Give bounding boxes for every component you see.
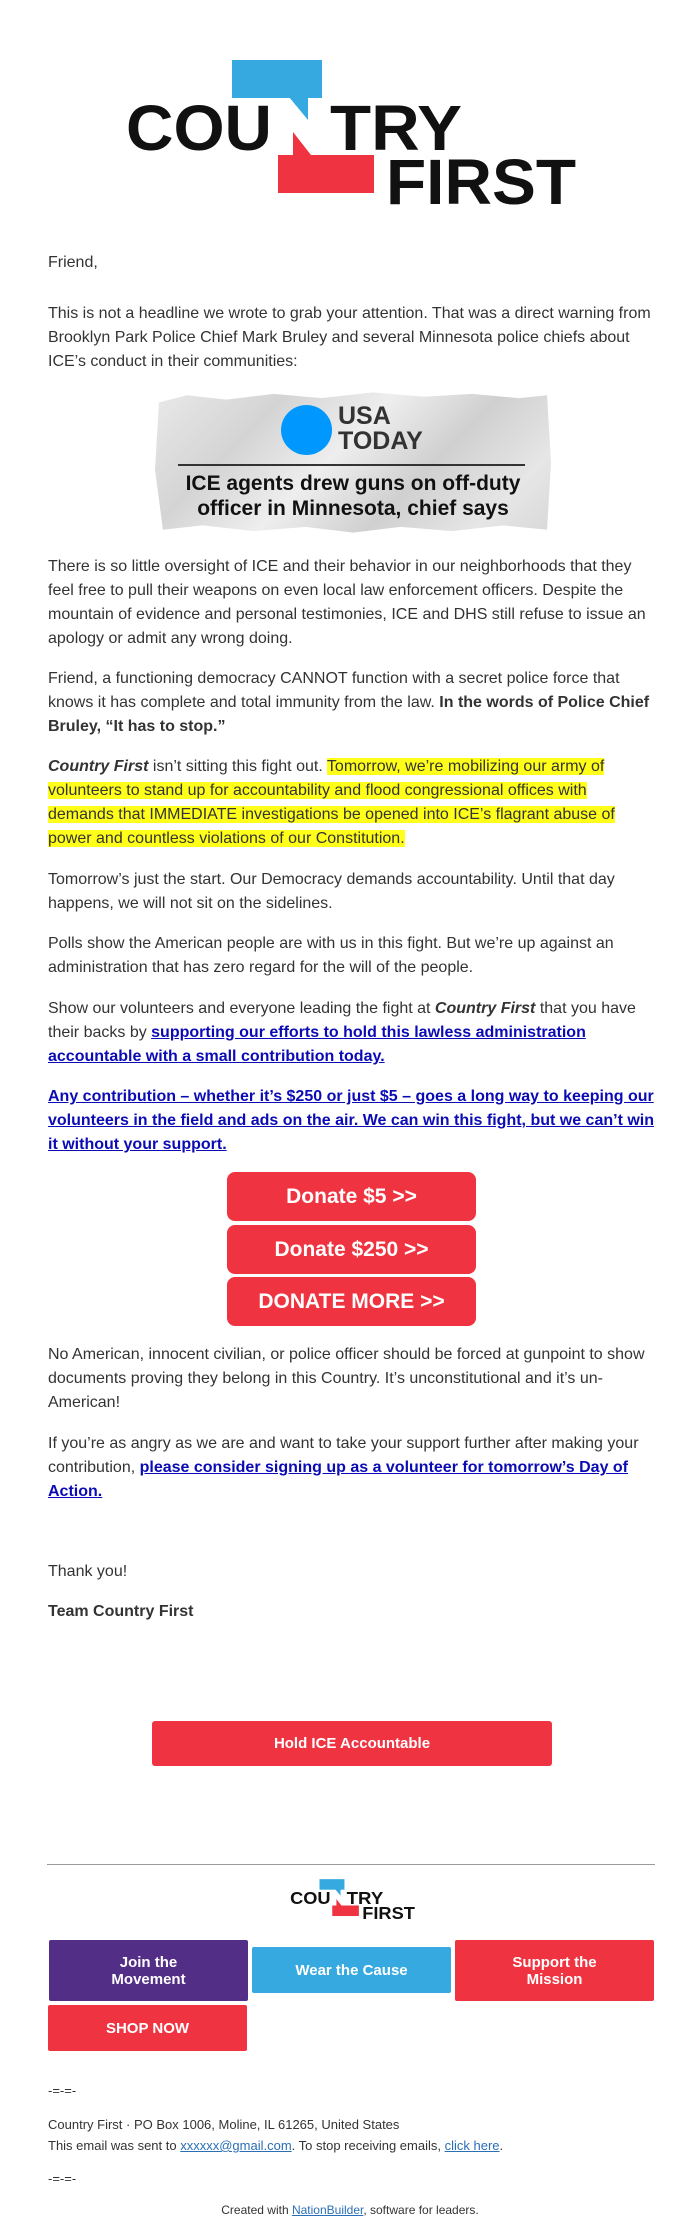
paragraph-no-american: No American, innocent civilian, or police officer should be forced at gunpoint to show documents proving they belong in this Country. It’s unconstitutional and it’s un-American! <box>48 1346 645 1411</box>
outlet-line2: TODAY <box>338 427 423 455</box>
p7-text1: Show our volunteers and everyone leading the fight at <box>48 1000 435 1017</box>
support-mission-button[interactable]: Support the Mission <box>455 1940 654 2001</box>
footer-separator-top: -=-=- <box>48 2083 77 2098</box>
shop-now-button[interactable]: SHOP NOW <box>48 2005 247 2051</box>
p7-org-name: Country First <box>434 1000 536 1017</box>
hold-ice-accountable-button[interactable]: Hold ICE Accountable <box>152 1721 552 1766</box>
logo-text-cou: COU <box>126 92 272 164</box>
footer-separator-bottom: -=-=- <box>48 2171 77 2186</box>
paragraph-mobilizing <box>48 755 656 851</box>
join-movement-button[interactable]: Join the Movement <box>49 1940 248 2001</box>
paragraph-show-volunteers <box>48 997 656 1069</box>
p4-highlight: Tomorrow, we’re mobilizing our army of volunteers to stand up for accountability and flood congressional offices with demands that IMMEDIATE investigations be opened into ICE’s flagrant abuse of power and countless violations of our Constitution. <box>48 758 615 847</box>
usa-today-logo-circle <box>281 405 332 455</box>
paragraph-democracy <box>48 667 656 739</box>
donate-5-button[interactable]: Donate $5 >> <box>227 1172 476 1221</box>
unsubscribe-link[interactable]: click here <box>444 2138 500 2153</box>
footer-logo <box>289 1878 416 1923</box>
paragraph-volunteer <box>48 1432 656 1504</box>
news-headline <box>155 471 551 521</box>
created-prefix: Created with <box>221 2203 292 2217</box>
p3-bold-quote: In the words of Police Chief Bruley, “It has to stop.” <box>48 694 650 735</box>
any-contribution-link[interactable]: Any contribution – whether it’s $250 or just $5 – goes a long way to keeping our volunteers in the field and ads on the air. We can win this fight, but we can’t win it without your support. <box>48 1088 654 1153</box>
wear-the-cause-button[interactable]: Wear the Cause <box>252 1947 451 1993</box>
paragraph-oversight: There is so little oversight of ICE and their behavior in our neighborhoods that they feel free to pull their weapons on even local law enforcement officers. Despite the mountain of evidence and personal testimonies, ICE and DHS still refuse to issue an apology or admit any wrong doing. <box>48 558 646 647</box>
volunteer-signup-link[interactable]: please consider signing up as a volunteer for tomorrow’s Day of Action. <box>48 1459 629 1500</box>
paragraph-intro: This is not a headline we wrote to grab your attention. That was a direct warning from Brooklyn Park Police Chief Mark Bruley and several Minnesota police chiefs about ICE’s conduct in their communities: <box>48 305 651 370</box>
footer-logo-try: TRY <box>346 1888 384 1909</box>
donate-more-button[interactable]: DONATE MORE >> <box>227 1277 476 1326</box>
country-first-logo <box>0 0 700 240</box>
footer-divider <box>47 1864 655 1865</box>
p10-text: If you’re as angry as we are and want to take your support further after making your contribution, <box>48 1435 639 1476</box>
outlet-line1: USA <box>338 402 391 430</box>
created-with <box>0 2200 700 2221</box>
sent-to-text: This email was sent to <box>48 2138 181 2153</box>
logo-text-first: FIRST <box>386 146 576 218</box>
stop-text: . To stop receiving emails, <box>291 2138 445 2153</box>
period: . <box>499 2138 504 2153</box>
usa-today-wordmark <box>338 404 423 454</box>
p3-text: Friend, a functioning democracy CANNOT function with a secret police force that knows it has complete and total immunity from the law. <box>48 670 620 711</box>
headline-divider <box>178 464 525 466</box>
thanks: Thank you! <box>48 1563 128 1580</box>
contribution-link[interactable]: supporting our efforts to hold this lawless administration accountable with a small contribution today. <box>48 1024 586 1065</box>
headline-line1: ICE agents drew guns on off-duty <box>185 472 521 495</box>
created-suffix: , software for leaders. <box>363 2203 479 2217</box>
signature: Team Country First <box>48 1603 194 1620</box>
donate-250-button[interactable]: Donate $250 >> <box>227 1225 476 1274</box>
footer-sent-to <box>48 2135 503 2156</box>
headline-line2: officer in Minnesota, chief says <box>197 497 509 520</box>
paragraph-start: Tomorrow’s just the start. Our Democracy demands accountability. Until that day happens, we will not sit on the sidelines. <box>48 871 615 912</box>
p7-text2: that you have their backs by <box>48 1000 636 1041</box>
paragraph-any-contribution <box>48 1085 656 1157</box>
footer-logo-cou: COU <box>290 1888 331 1909</box>
footer-logo-first: FIRST <box>362 1903 416 1923</box>
logo-text-try: TRY <box>330 92 462 164</box>
nationbuilder-link[interactable]: NationBuilder <box>291 2203 364 2217</box>
paragraph-polls: Polls show the American people are with us in this fight. But we’re up against an administration that has zero regard for the will of the people. <box>48 935 614 976</box>
p4-org-name: Country First <box>48 758 149 775</box>
footer-address: Country First · PO Box 1006, Moline, IL 61265, United States <box>48 2117 400 2132</box>
recipient-email-link[interactable]: xxxxxx@gmail.com <box>180 2138 292 2153</box>
p4-text: isn’t sitting this fight out. <box>148 758 327 775</box>
greeting: Friend, <box>48 254 98 271</box>
